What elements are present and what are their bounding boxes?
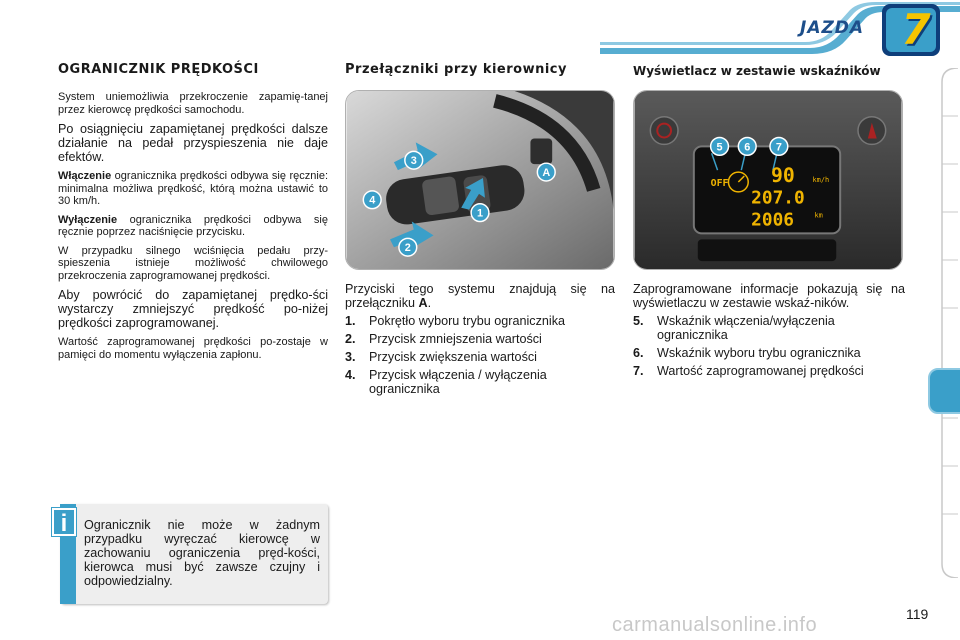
page-number: 119 xyxy=(906,606,929,622)
display-label-7: 7 xyxy=(775,141,782,154)
paragraph-4: W przypadku silnego wciśnięcia pedału przy-spieszenia istnieje możliwość chwilowego przekroczenia zaprogramowanej prędkości. xyxy=(58,244,328,282)
paragraph-1: Po osiągnięciu zapamiętanej prędkości dalsze działanie na pedał przyspieszenia nie daje efektów. xyxy=(58,122,328,164)
list-text: Przycisk zmniejszenia wartości xyxy=(369,332,542,346)
info-text: Ogranicznik nie może w żadnym przypadku wyręczać kierowcę w zachowaniu ograniczenia pręd-kości, kierowca musi być zawsze czujny i odpowiedzialny. xyxy=(84,518,320,588)
list-item xyxy=(633,346,905,360)
active-chapter-tab[interactable] xyxy=(928,368,960,414)
display-off-indicator: OFF xyxy=(710,177,729,189)
speed-limiter-heading: OGRANICZNIK PRĘDKOŚCI xyxy=(58,62,259,77)
list-text: Wskaźnik włączenia/wyłączenia ogranicznika xyxy=(657,314,835,342)
middle-text xyxy=(345,282,615,396)
list-item xyxy=(345,368,615,396)
list-text: Wartość zaprogramowanej prędkości xyxy=(657,364,864,378)
photo-label-1: 1 xyxy=(476,207,484,220)
paragraph-activation xyxy=(58,170,328,208)
list-item xyxy=(633,314,905,342)
list-text: Przycisk włączenia / wyłączenia ogranicznika xyxy=(369,368,547,396)
watermark: carmanualsonline.info xyxy=(612,614,818,636)
switches-heading: Przełączniki przy kierownicy xyxy=(345,62,567,77)
activation-text: ogranicznika prędkości odbywa się ręcznie: minimalna możliwa prędkość, którą można ustawić to 30 km/h. xyxy=(58,170,328,207)
list-text: Wskaźnik wyboru trybu ogranicznika xyxy=(657,346,861,360)
display-line-2: 207.0 xyxy=(751,187,805,209)
paragraph-6: Wartość zaprogramowanej prędkości po-zostaje w pamięci do momentu wyłączenia zapłonu. xyxy=(58,336,328,361)
paragraph-5: Aby powrócić do zapamiętanej prędko-ści wystarczy zmniejszyć prędkość po-niżej prędkości zaprogramowanej. xyxy=(58,288,328,330)
list-number: 5. xyxy=(633,314,644,328)
section-title: JAZDA xyxy=(800,18,865,38)
switches-intro-text: Przyciski tego systemu znajdują się na przełączniku xyxy=(345,282,615,310)
list-item xyxy=(345,314,615,328)
paragraph-deactivation xyxy=(58,214,328,239)
switches-intro-end: . xyxy=(427,296,432,310)
display-speed-unit: km/h xyxy=(812,175,830,184)
list-item xyxy=(345,350,615,364)
display-label-6: 6 xyxy=(744,141,751,154)
list-text: Przycisk zwiększenia wartości xyxy=(369,350,537,364)
info-icon: i xyxy=(52,508,76,536)
intro-text: System uniemożliwia przekroczenie zapamię-tanej przez kierowcę prędkości samochodu. xyxy=(58,91,328,116)
display-heading: Wyświetlacz w zestawie wskaźników xyxy=(633,64,881,78)
list-number: 4. xyxy=(345,368,356,382)
list-number: 3. xyxy=(345,350,356,364)
chapter-number: 7 xyxy=(901,5,931,54)
deactivation-text: ogranicznika prędkości odbywa się ręcznie poprzez naciśnięcie przycisku. xyxy=(58,213,328,238)
photo-label-a: A xyxy=(542,167,551,180)
display-label-5: 5 xyxy=(716,141,723,154)
deactivation-label: Wyłączenie xyxy=(58,213,118,226)
instrument-display-photo xyxy=(633,90,903,270)
photo-label-2: 2 xyxy=(404,242,411,255)
list-text: Pokrętło wyboru trybu ogranicznika xyxy=(369,314,565,328)
list-item xyxy=(345,332,615,346)
right-column xyxy=(633,64,908,78)
steering-switch-photo xyxy=(345,90,615,270)
activation-label: Włączenie xyxy=(58,170,112,182)
list-number: 6. xyxy=(633,346,644,360)
photo-label-3: 3 xyxy=(410,155,417,168)
switches-intro xyxy=(345,282,615,310)
right-text xyxy=(633,282,905,378)
photo-label-4: 4 xyxy=(369,194,376,207)
list-number: 1. xyxy=(345,314,356,328)
list-item xyxy=(633,364,905,378)
display-line-3-unit: km xyxy=(814,211,823,220)
display-speed-value: 90 xyxy=(770,163,795,187)
list-number: 7. xyxy=(633,364,644,378)
left-column xyxy=(58,62,328,361)
middle-column xyxy=(345,62,617,77)
display-intro: Zaprogramowane informacje pokazują się na wyświetlaczu w zestawie wskaź-ników. xyxy=(633,282,905,310)
list-number: 2. xyxy=(345,332,356,346)
switch-a-ref: A xyxy=(418,296,428,310)
display-line-3: 2006 xyxy=(751,209,795,231)
chapter-tabs xyxy=(928,68,960,578)
